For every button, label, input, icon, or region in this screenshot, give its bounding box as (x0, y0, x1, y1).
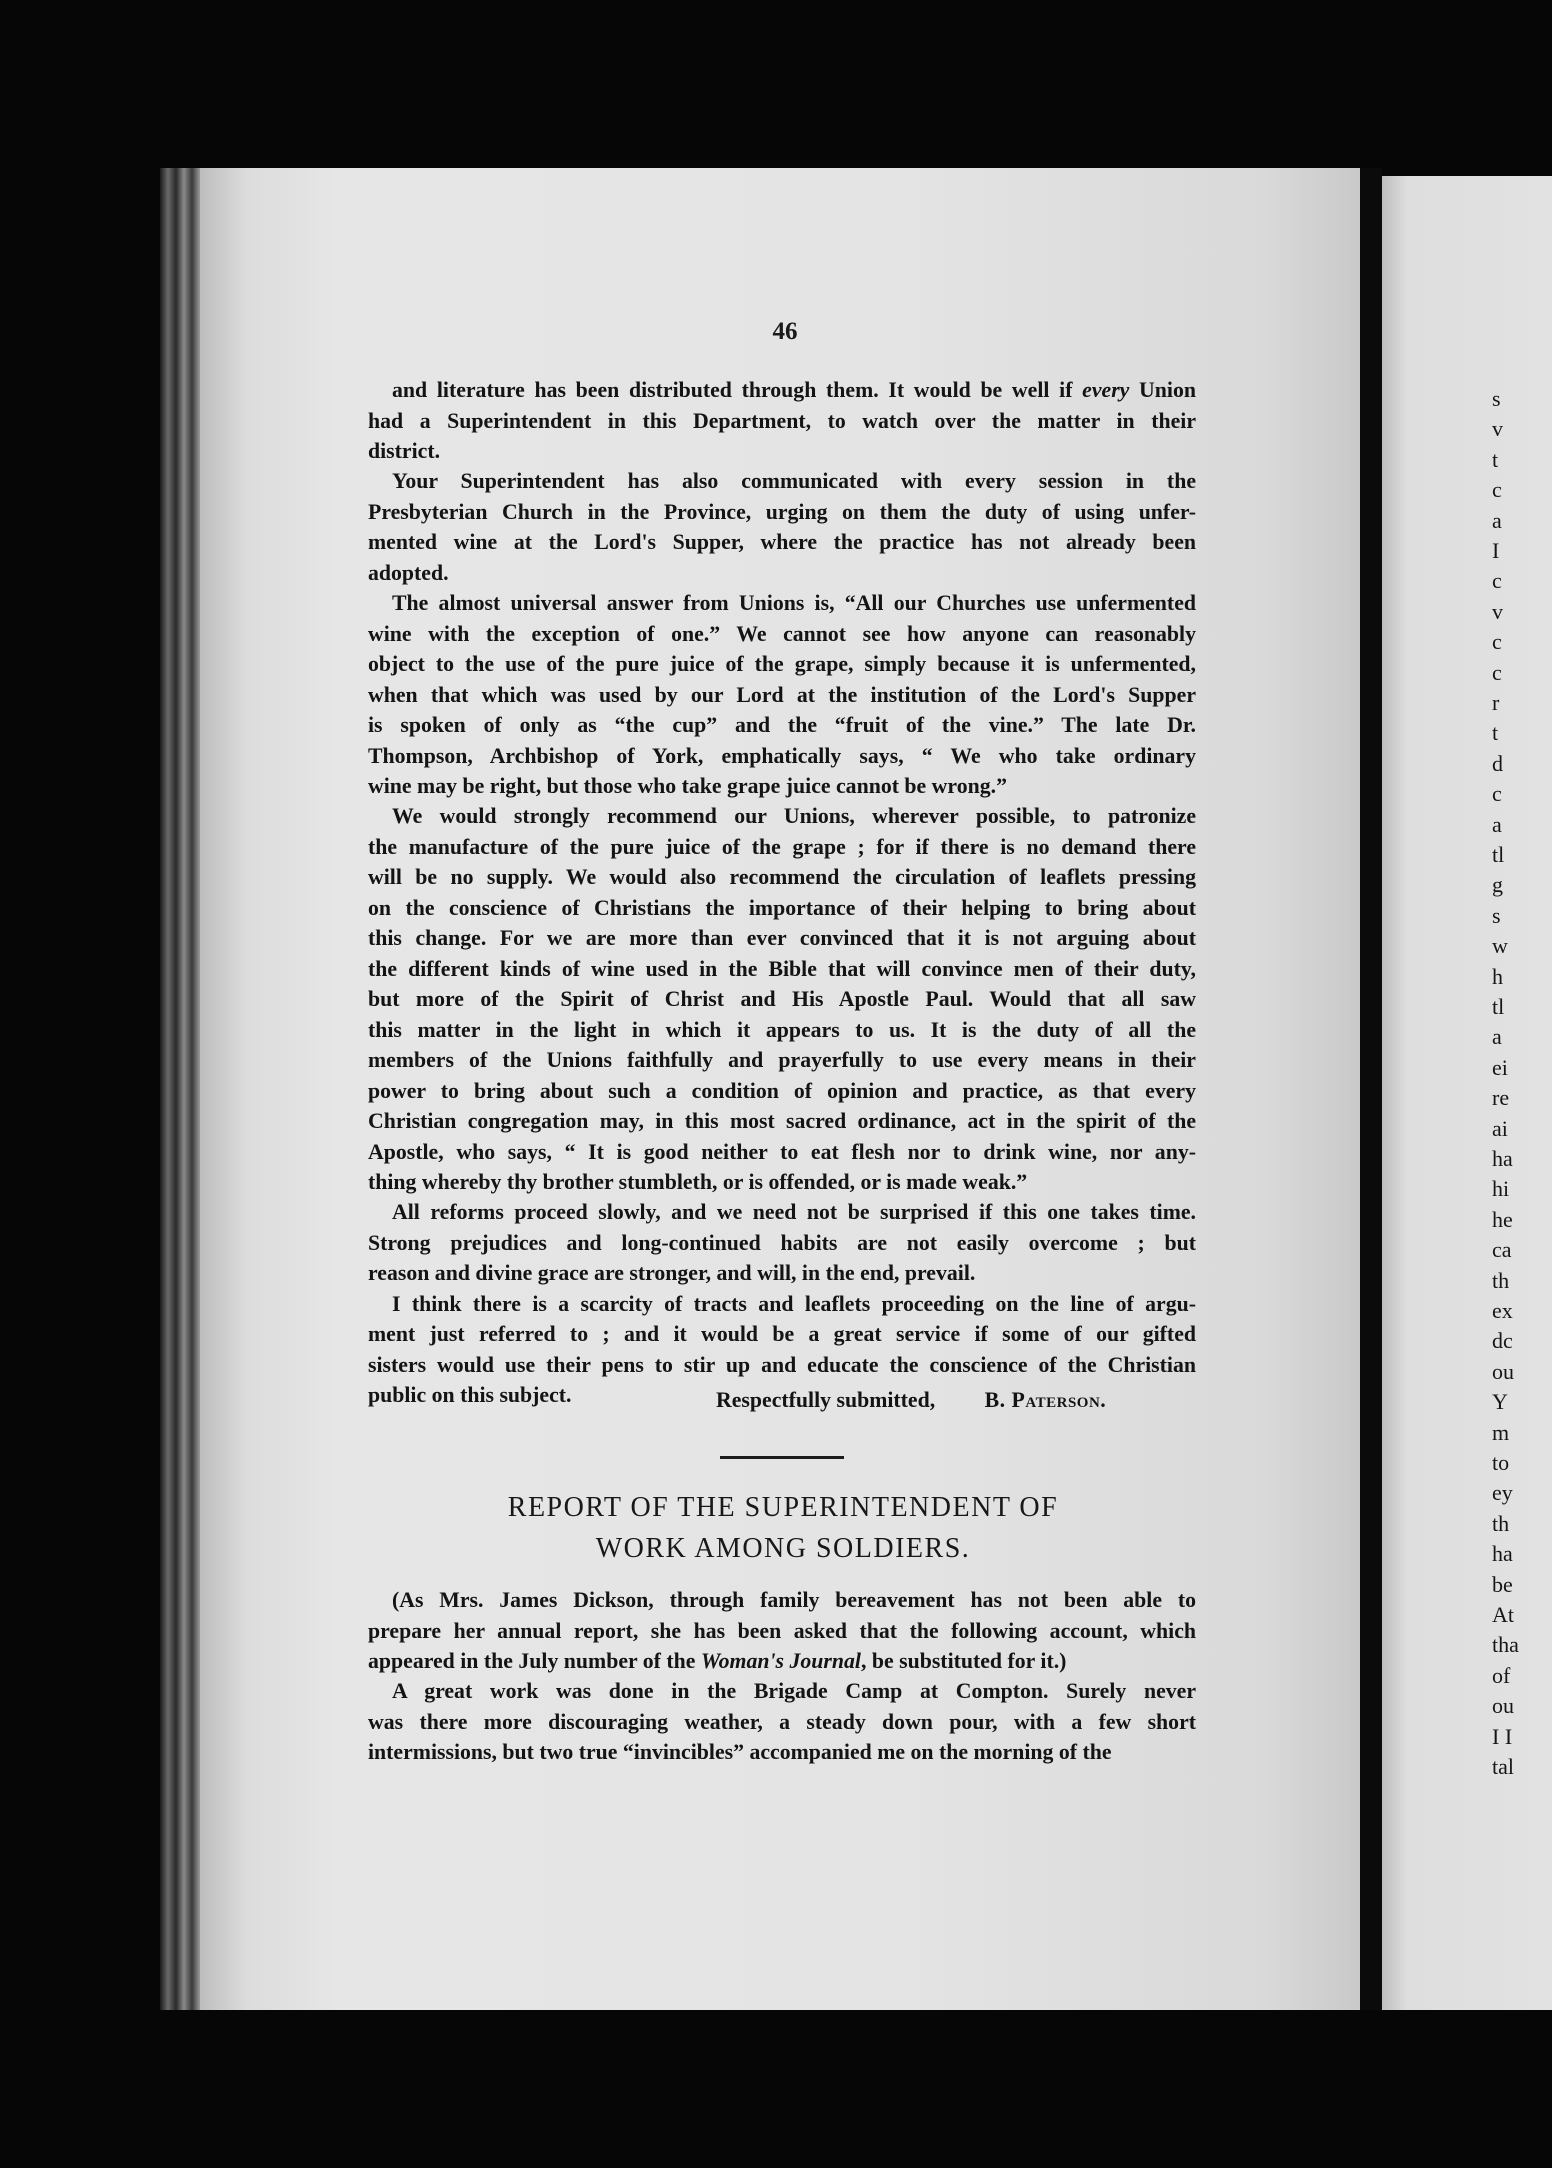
text-line: the manufacture of the pure juice of the grape ; for if there is no demand there (368, 834, 1196, 859)
facing-page-fragment: h (1492, 963, 1503, 989)
facing-page-fragment: ha (1492, 1146, 1513, 1171)
text-line: wine with the exception of one.” We cannot see how anyone can reasonably (368, 621, 1196, 646)
facing-page-fragment: ha (1492, 1541, 1513, 1567)
facing-page-fragment: g (1492, 872, 1503, 898)
facing-page-fragment: c (1492, 659, 1502, 685)
facing-page-fragment: th (1492, 1510, 1510, 1536)
text-line: was there more discouraging weather, a steady down pour, with a few short (368, 1709, 1196, 1734)
facing-page-fragment: v (1492, 598, 1503, 624)
facing-page-fragment: w (1492, 933, 1508, 959)
facing-page-fragment: be (1492, 1571, 1513, 1597)
text-line: Presbyterian Church in the Province, urging on them the duty of using unfer- (368, 499, 1196, 524)
text-line: We would strongly recommend our Unions, wherever possible, to patronize (392, 804, 1196, 829)
text-line: Strong prejudices and long-continued habits are not easily overcome ; but (368, 1230, 1196, 1255)
paragraph (368, 375, 1196, 467)
facing-page-fragment: Y (1492, 1389, 1508, 1415)
text-line: Your Superintendent has also communicated with every session in the (392, 469, 1196, 494)
text-line: wine may be right, but those who take grape juice cannot be wrong.” (368, 774, 1007, 799)
paragraph (368, 801, 1196, 1198)
text-line: had a Superintendent in this Department, to watch over the matter in their (368, 408, 1196, 433)
signature-name: B. Paterson. (984, 1388, 1107, 1412)
text-line: The almost universal answer from Unions is, “All our Churches use unfermented (392, 591, 1196, 616)
facing-page-fragment: a (1492, 507, 1502, 533)
facing-page-fragment: I I (1492, 1723, 1513, 1749)
text-line: object to the use of the pure juice of the grape, simply because it is unfermented, (368, 652, 1196, 677)
text-line: mented wine at the Lord's Supper, where the practice has not already been (368, 530, 1196, 555)
text-line: this matter in the light in which it appears to us. It is the duty of all the (368, 1017, 1196, 1042)
paragraph (368, 1676, 1196, 1768)
text-line: this change. For we are more than ever convinced that it is not arguing about (368, 926, 1196, 951)
facing-page-fragment: th (1492, 1267, 1510, 1293)
text-line: public on this subject. (368, 1383, 572, 1407)
facing-page-fragment: hi (1492, 1176, 1510, 1202)
facing-page-fragment: ey (1492, 1480, 1513, 1506)
page-gutter (1360, 168, 1382, 2010)
text-line: the different kinds of wine used in the Bible that will convince men of their duty, (368, 956, 1196, 981)
facing-page-fragment: ex (1492, 1298, 1513, 1323)
facing-page-fragment: c (1492, 781, 1502, 807)
text-line: members of the Unions faithfully and prayerfully to use every means in their (368, 1048, 1196, 1073)
facing-page-fragment: At (1492, 1602, 1514, 1627)
text-line: prepare her annual report, she has been asked that the following account, which (368, 1618, 1196, 1643)
facing-page-fragment: t (1492, 446, 1499, 472)
facing-page-fragment: tl (1492, 994, 1505, 1019)
facing-page-fragment: dc (1492, 1328, 1513, 1354)
text-line: sisters would use their pens to stir up and educate the conscience of the Christian (368, 1352, 1196, 1377)
facing-page-fragment: ei (1492, 1054, 1508, 1080)
book-edge (160, 168, 200, 2010)
report-heading-line-1: REPORT OF THE SUPERINTENDENT OF (507, 1492, 1059, 1523)
facing-page-fragment: I (1492, 538, 1500, 563)
page-number: 46 (772, 318, 798, 345)
facing-page-fragment: tal (1492, 1754, 1514, 1779)
text-line: reason and divine grace are stronger, and will, in the end, prevail. (368, 1261, 976, 1286)
facing-page-fragment: v (1492, 416, 1503, 442)
paragraph (368, 1585, 1196, 1677)
facing-page-fragment: of (1492, 1662, 1511, 1688)
text-line: thing whereby thy brother stumbleth, or is offended, or is made weak.” (368, 1170, 1028, 1195)
facing-page-fragment: he (1492, 1206, 1513, 1232)
paragraph (368, 588, 1196, 802)
facing-page-fragment: to (1492, 1450, 1510, 1475)
text-line: when that which was used by our Lord at the institution of the Lord's Supper (368, 682, 1196, 707)
text-line: A great work was done in the Brigade Camp at Compton. Surely never (392, 1679, 1196, 1704)
facing-page-fragment: a (1492, 811, 1502, 837)
text-line: Christian congregation may, in this most sacred ordinance, act in the spirit of the (368, 1109, 1196, 1134)
text-line: adopted. (368, 560, 449, 585)
text-line: ment just referred to ; and it would be a great service if some of our gifted (368, 1322, 1196, 1346)
facing-page-fragment: re (1492, 1085, 1510, 1111)
text-line: I think there is a scarcity of tracts and leaflets proceeding on the line of argu- (392, 1291, 1196, 1316)
paragraph (368, 466, 1196, 588)
text-line: but more of the Spirit of Christ and His Apostle Paul. Would that all saw (368, 987, 1196, 1012)
facing-page-fragment: s (1492, 386, 1501, 411)
text-line: on the conscience of Christians the importance of their helping to bring about (368, 895, 1196, 920)
text-line: (As Mrs. James Dickson, through family bereavement has not been able to (392, 1588, 1196, 1612)
facing-page-fragment: c (1492, 477, 1502, 503)
text-line: Thompson, Archbishop of York, emphatically says, “ We who take ordinary (368, 743, 1196, 768)
section-divider (720, 1456, 844, 1459)
text-line: intermissions, but two true “invincibles” accompanied me on the morning of the (368, 1740, 1112, 1765)
facing-page-fragment: ai (1492, 1115, 1508, 1141)
signature-closing: Respectfully submitted, (716, 1388, 936, 1412)
facing-page-fragment: t (1492, 720, 1499, 746)
facing-page-fragment: ou (1492, 1358, 1514, 1384)
paragraph (368, 1197, 1196, 1289)
facing-page-fragment: d (1492, 750, 1503, 776)
text-line: appeared in the July number of the Woman's Journal, be substituted for it.) (368, 1649, 1067, 1673)
facing-page-fragment: tl (1492, 842, 1505, 867)
facing-page-fragment: c (1492, 629, 1502, 655)
text-line: Apostle, who says, “ It is good neither to eat flesh nor to drink wine, nor any- (368, 1139, 1196, 1164)
facing-page-fragment: tha (1492, 1632, 1519, 1658)
text-line: will be no supply. We would also recommend the circulation of leaflets pressing (368, 865, 1196, 890)
facing-page-fragment: ca (1492, 1237, 1512, 1263)
text-line: and literature has been distributed through them. It would be well if every Union (392, 378, 1196, 402)
facing-page-fragment: c (1492, 568, 1502, 594)
text-line: power to bring about such a condition of opinion and practice, as that every (368, 1078, 1196, 1103)
facing-page-fragment: ou (1492, 1693, 1514, 1719)
signature-block (716, 1388, 1156, 1413)
report-heading-line-2: WORK AMONG SOLDIERS. (595, 1533, 971, 1564)
text-line: district. (368, 439, 441, 463)
facing-page-fragment: s (1492, 902, 1501, 928)
facing-page (1382, 176, 1552, 2010)
text-line: is spoken of only as “the cup” and the “fruit of the vine.” The late Dr. (368, 713, 1196, 738)
facing-page-fragment: r (1492, 690, 1500, 715)
facing-page-fragment: a (1492, 1024, 1502, 1050)
text-line: All reforms proceed slowly, and we need not be surprised if this one takes time. (392, 1200, 1196, 1225)
facing-page-fragment: m (1492, 1419, 1510, 1445)
